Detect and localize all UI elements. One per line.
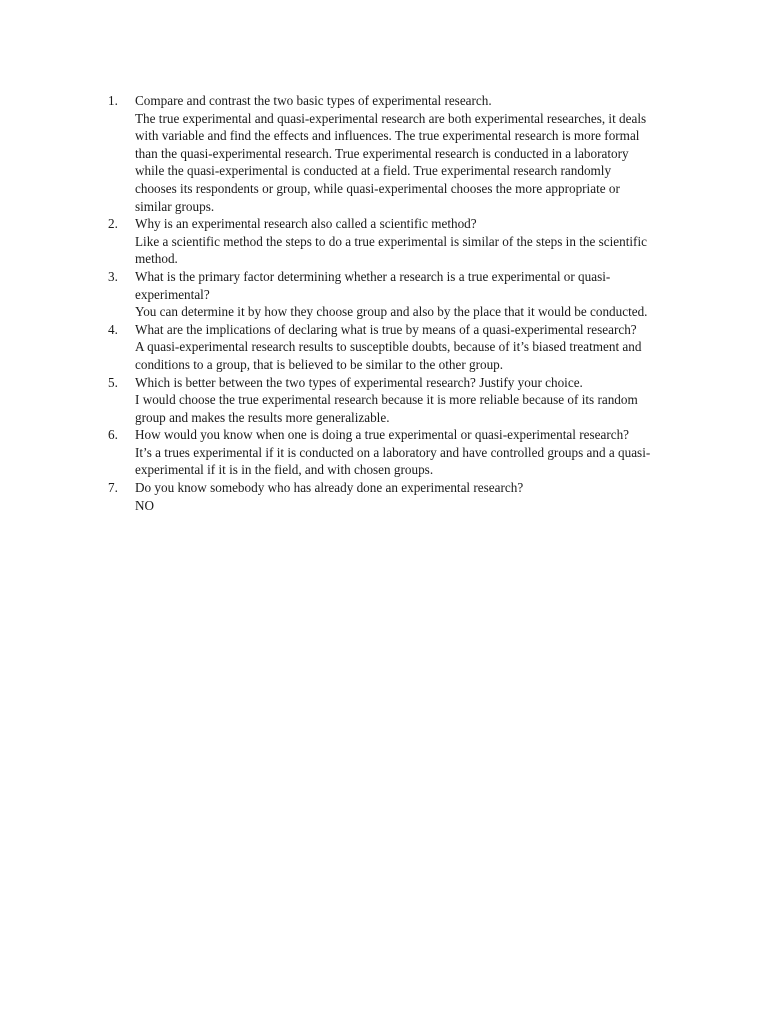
item-number: 5. (108, 374, 118, 390)
answer-text: NO (135, 497, 155, 513)
item-number: 2. (108, 216, 118, 232)
item-number: 6. (108, 427, 118, 443)
item-number: 1. (108, 93, 118, 108)
question-text: Which is better between the two types of experimental research? Justify your choice. (135, 374, 583, 390)
item-number: 7. (108, 480, 118, 496)
question-text: Compare and contrast the two basic types of experimental research. (135, 93, 492, 108)
list-item (108, 268, 678, 321)
list-item (108, 321, 678, 374)
item-number: 3. (108, 268, 118, 284)
list-item (108, 479, 678, 514)
question-text: What are the implications of declaring what is true by means of a quasi-experimental research? (135, 321, 637, 337)
answer-text: I would choose the true experimental research because it is more reliable because of its random group and makes the results more generalizable. (135, 392, 638, 425)
list-item (108, 92, 678, 215)
question-text: What is the primary factor determining whether a research is a true experimental or quasi- experimental? (135, 268, 611, 302)
answer-text: The true experimental and quasi-experimental research are both experimental researches, it deals with variable and find the effects and influences. The true experimental research is more formal than the quasi-experimental research. True experimental research is conducted in a laboratory while the quasi-experimental is conducted at a field. True experimental research randomly chooses its respondents or group, while quasi-experimental chooses the more appropriate or similar groups. (135, 110, 647, 214)
list-item (108, 215, 678, 268)
question-answer-list (108, 92, 678, 514)
answer-text: Like a scientific method the steps to do a true experimental is similar of the steps in the scientific method. (135, 233, 647, 267)
answer-text: It’s a trues experimental if it is conducted on a laboratory and have controlled groups and a quasi- experimental if it is in the field, and with chosen groups. (135, 444, 651, 478)
question-text: Why is an experimental research also called a scientific method? (135, 216, 477, 232)
answer-text: A quasi-experimental research results to susceptible doubts, because of it’s biased treatment and conditions to a group, that is believed to be similar to the other group. (135, 339, 642, 372)
question-text: How would you know when one is doing a true experimental or quasi-experimental research? (135, 427, 630, 443)
list-item (108, 374, 678, 427)
question-text: Do you know somebody who has already done an experimental research? (135, 480, 524, 496)
answer-text: You can determine it by how they choose group and also by the place that it would be conducted. (135, 304, 648, 320)
item-number: 4. (108, 321, 118, 337)
list-item (108, 426, 678, 479)
